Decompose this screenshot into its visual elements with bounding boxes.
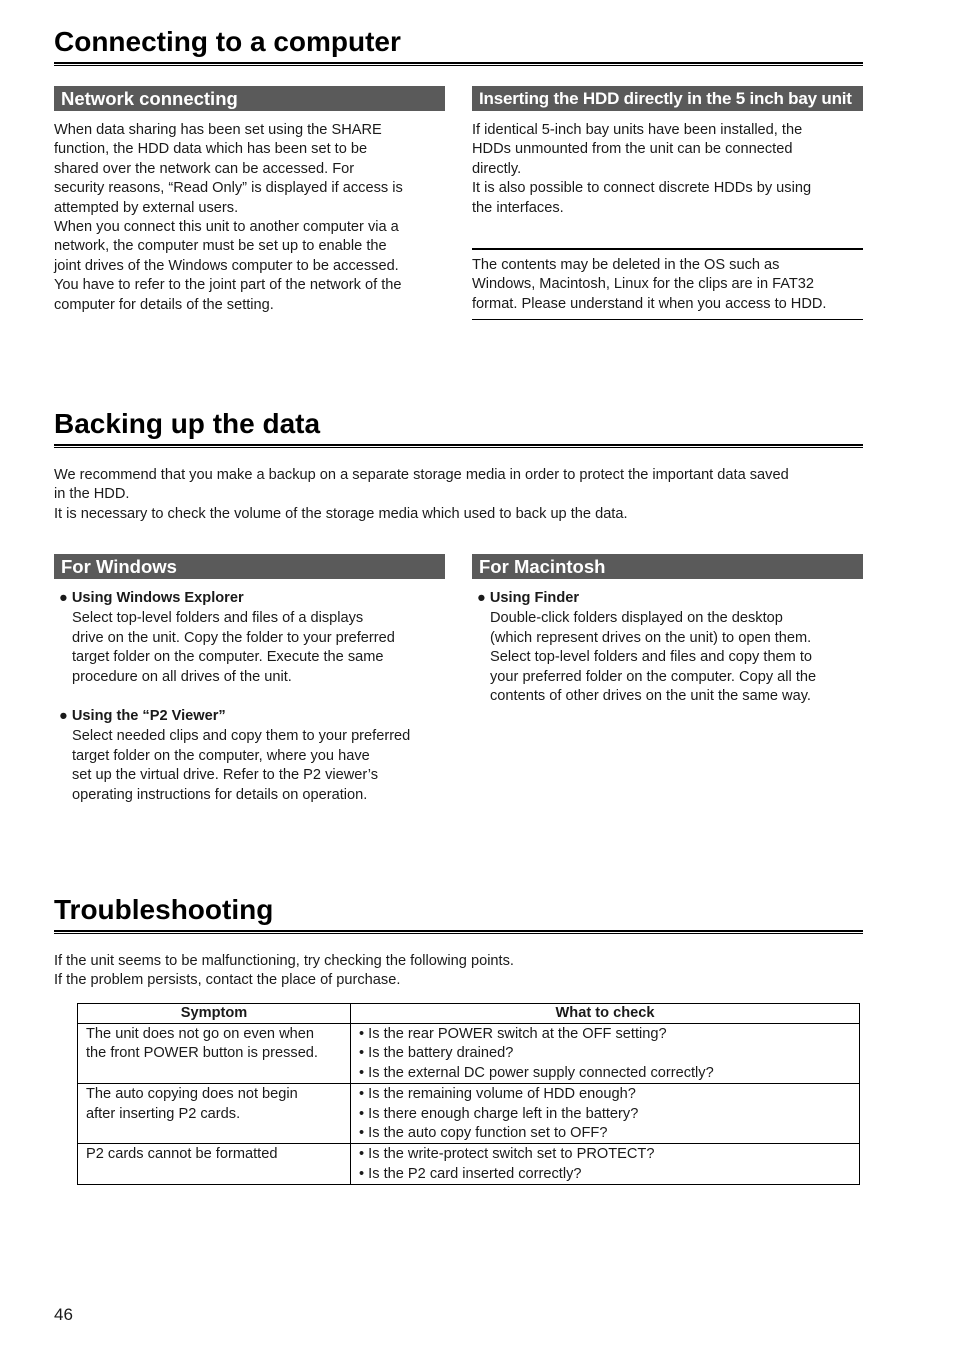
for-macintosh-heading: For Macintosh (472, 554, 863, 579)
title-rule (54, 62, 863, 66)
text-line: You have to refer to the joint part of the network of the (54, 277, 402, 294)
note-top-rule (472, 248, 863, 250)
text-line: computer for details of the setting. (54, 296, 274, 313)
p2-viewer-title: ● Using the “P2 Viewer” (59, 708, 226, 724)
check-item: • Is the external DC power supply connected correctly? (359, 1064, 714, 1081)
windows-explorer-block (59, 589, 454, 687)
finder-block (477, 589, 872, 706)
header-symptom: Symptom (78, 1004, 351, 1024)
text-line: When data sharing has been set using the SHARE (54, 122, 382, 138)
connecting-title: Connecting to a computer (54, 26, 401, 57)
text-line: the interfaces. (472, 199, 564, 216)
p2-viewer-block (59, 707, 454, 805)
p2-viewer-body (72, 727, 454, 805)
note-line: The contents may be deleted in the OS such as (472, 257, 780, 273)
text-line: set up the virtual drive. Refer to the P2 viewer’s (72, 767, 379, 784)
table-row (78, 1084, 860, 1144)
text-line: Select top-level folders and files and copy them to (490, 649, 813, 666)
finder-body (490, 609, 872, 706)
note-line: format. Please understand it when you access to HDD. (472, 295, 827, 312)
windows-explorer-body (72, 609, 454, 687)
text-line: Select top-level folders and files of a displays (72, 610, 364, 627)
check-item: • Is the write-protect switch set to PROTECT? (359, 1146, 655, 1163)
text-line: If identical 5-inch bay units have been installed, the (472, 122, 803, 138)
hdd-bay-heading: Inserting the HDD directly in the 5 inch bay unit (472, 86, 863, 111)
check-item: • Is the auto copy function set to OFF? (359, 1125, 608, 1142)
page-number: 46 (54, 1305, 73, 1324)
note-bottom-rule (472, 319, 863, 320)
symptom-line: P2 cards cannot be formatted (86, 1146, 278, 1163)
windows-explorer-title: ● Using Windows Explorer (59, 590, 244, 606)
text-line: shared over the network can be accessed. For (54, 160, 355, 177)
table-row (78, 1024, 860, 1084)
symptom-cell (78, 1024, 351, 1084)
text-line: your preferred folder on the computer. Copy all the (490, 668, 817, 685)
text-line: We recommend that you make a backup on a separate storage media in order to protect the important data saved (54, 467, 789, 483)
note-line: Windows, Macintosh, Linux for the clips are in FAT32 (472, 276, 815, 293)
symptom-cell (78, 1084, 351, 1144)
text-line: attempted by external users. (54, 199, 239, 216)
title-rule (54, 444, 863, 448)
network-connecting-heading: Network connecting (54, 86, 445, 111)
text-line: target folder on the computer. Execute the same (72, 649, 384, 666)
check-cell (351, 1084, 860, 1144)
backup-title: Backing up the data (54, 408, 321, 439)
troubleshooting-title: Troubleshooting (54, 894, 274, 925)
hdd-note-text (472, 256, 867, 314)
text-line: Select needed clips and copy them to your preferred (72, 728, 411, 745)
symptom-line: The auto copying does not begin (86, 1086, 298, 1103)
troubleshooting-intro (54, 952, 869, 991)
text-line: It is necessary to check the volume of the storage media which used to back up the data. (54, 505, 628, 522)
text-line: (which represent drives on the unit) to open them. (490, 629, 812, 646)
finder-title: ● Using Finder (477, 590, 580, 606)
check-cell (351, 1024, 860, 1084)
table-header-row (78, 1004, 860, 1024)
text-line: If the unit seems to be malfunctioning, try checking the following points. (54, 953, 514, 969)
check-cell (351, 1144, 860, 1185)
troubleshooting-table (77, 1003, 860, 1185)
check-item: • Is the remaining volume of HDD enough? (359, 1086, 636, 1103)
symptom-line: the front POWER button is pressed. (86, 1045, 318, 1062)
text-line: in the HDD. (54, 486, 130, 503)
text-line: drive on the unit. Copy the folder to your preferred (72, 629, 395, 646)
check-item: • Is the P2 card inserted correctly? (359, 1165, 582, 1182)
symptom-line: after inserting P2 cards. (86, 1105, 241, 1122)
for-windows-heading: For Windows (54, 554, 445, 579)
header-what-to-check: What to check (351, 1004, 860, 1024)
text-line: network, the computer must be set up to enable the (54, 238, 387, 255)
text-line: HDDs unmounted from the unit can be connected (472, 141, 793, 158)
check-item: • Is there enough charge left in the battery? (359, 1105, 639, 1122)
text-line: target folder on the computer, where you have (72, 747, 370, 764)
text-line: security reasons, “Read Only” is displayed if access is (54, 180, 403, 197)
symptom-line: The unit does not go on even when (86, 1026, 314, 1042)
text-line: joint drives of the Windows computer to be accessed. (54, 257, 399, 274)
text-line: directly. (472, 160, 522, 177)
check-item: • Is the rear POWER switch at the OFF setting? (359, 1026, 667, 1042)
check-item: • Is the battery drained? (359, 1045, 514, 1062)
text-line: If the problem persists, contact the place of purchase. (54, 972, 401, 989)
text-line: function, the HDD data which has been set to be (54, 141, 368, 158)
text-line: operating instructions for details on operation. (72, 786, 368, 803)
symptom-cell (78, 1144, 351, 1185)
backup-intro (54, 466, 869, 524)
network-connecting-text (54, 121, 449, 315)
text-line: It is also possible to connect discrete HDDs by using (472, 180, 812, 197)
text-line: procedure on all drives of the unit. (72, 668, 292, 685)
text-line: Double-click folders displayed on the desktop (490, 610, 783, 627)
hdd-bay-text (472, 121, 867, 218)
text-line: When you connect this unit to another computer via a (54, 219, 399, 236)
text-line: contents of other drives on the unit the same way. (490, 688, 811, 705)
title-rule (54, 930, 863, 934)
table-row (78, 1144, 860, 1185)
